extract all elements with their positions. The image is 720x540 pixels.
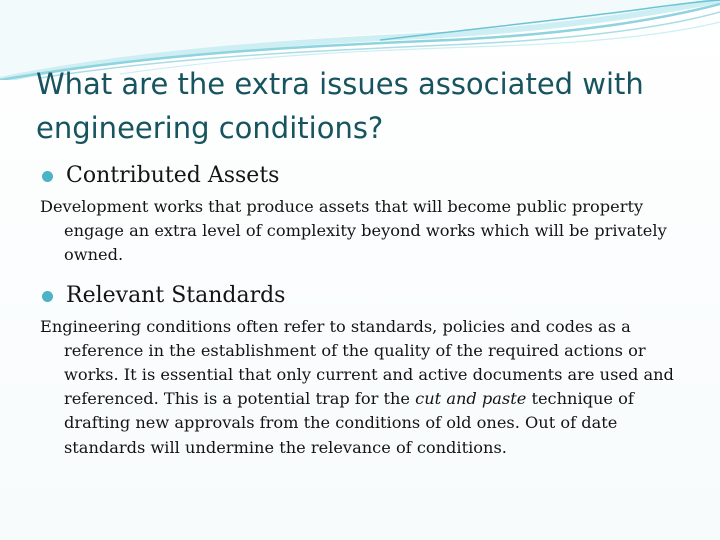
relevant-standards-paragraph bbox=[40, 315, 690, 460]
slide-content bbox=[40, 160, 690, 460]
bullet-dot-icon bbox=[42, 171, 53, 182]
bullet-heading: Relevant Standards bbox=[66, 282, 286, 308]
bullet-heading: Contributed Assets bbox=[66, 163, 280, 188]
contributed-assets-paragraph: Development works that produce assets that will become public property engage an extra level of complexity beyond works which will be privately owned. bbox=[40, 197, 667, 265]
emphasis-text: cut and paste bbox=[415, 389, 527, 409]
bullet-relevant-standards bbox=[40, 280, 690, 312]
bullet-contributed-assets bbox=[40, 160, 690, 192]
bullet-dot-icon bbox=[42, 291, 53, 302]
slide-title: What are the extra issues associated with engineering conditions? bbox=[36, 67, 644, 145]
paragraph-text: Engineering conditions often refer to standards, policies and codes as a reference in the establishment of the quality of the required actions or works. It is essential that only current and active documents are used and referenced. This is a potential trap for the bbox=[40, 316, 674, 409]
paragraph-text: technique of drafting new approvals from the conditions of old ones. Out of date standards will undermine the relevance of conditions. bbox=[64, 389, 634, 457]
